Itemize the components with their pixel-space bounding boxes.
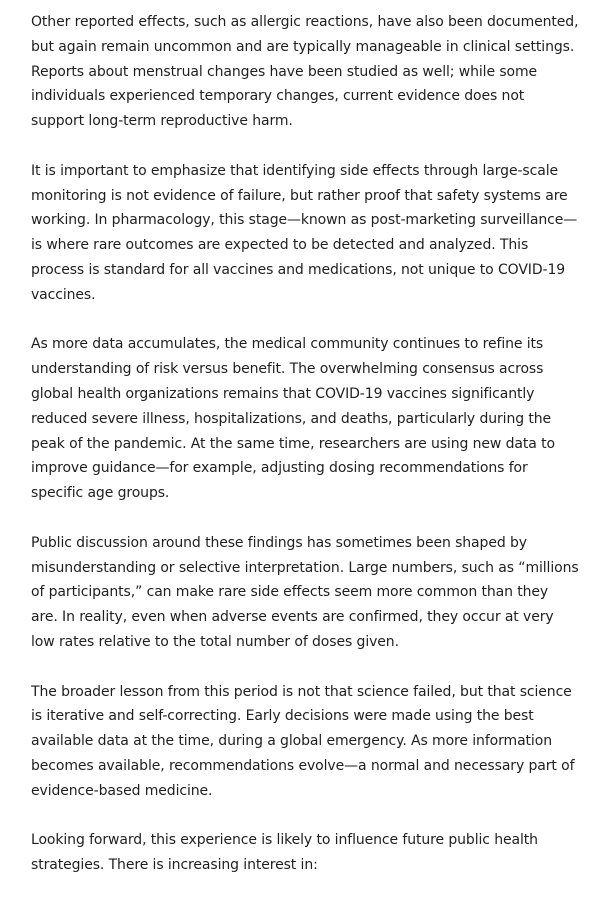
paragraph-broader-lesson: The broader lesson from this period is not that science failed, but that science is iterative and self-correcting. Early decisions were made using the best available data at the time, during a global emergency. As more information becomes available, recommendations evolve—a normal and necessary part of evidence-based medicine. [31,683,575,799]
paragraph-risk-versus-benefit: As more data accumulates, the medical community continues to refine its understanding of risk versus benefit. The overwhelming consensus across global health organizations remains that COVID-19 vaccines significantly reduced severe illness, hospitalizations, and deaths, particularly during the peak of the pandemic. At the same time, researchers are using new data to improve guidance—for example, adjusting dosing recommendations for specific age groups. [31,336,555,502]
paragraph-public-discussion: Public discussion around these findings has sometimes been shaped by misunderstanding or selective interpretation. Large numbers, such as “millions of participants,” can make rare side effects seem more common than they are. In reality, even when adverse events are confirmed, they occur at very low rates relative to the total number of doses given. [31,534,579,650]
paragraph-looking-forward: Looking forward, this experience is likely to influence future public health strategies. There is increasing interest in: [31,832,538,874]
article-body [31,10,579,903]
paragraph-other-reported-effects: Other reported effects, such as allergic reactions, have also been documented, but again remain uncommon and are typically manageable in clinical settings. Reports about menstrual changes have been studied as well; while some individuals experienced temporary changes, current evidence does not support long-term reproductive harm. [31,14,579,130]
paragraph-post-marketing-surveillance: It is important to emphasize that identifying side effects through large-scale monitoring is not evidence of failure, but rather proof that safety systems are working. In pharmacology, this stage—known as post-marketing surveillance—is where rare outcomes are expected to be detected and analyzed. This process is standard for all vaccines and medications, not unique to COVID-19 vaccines. [31,162,578,303]
